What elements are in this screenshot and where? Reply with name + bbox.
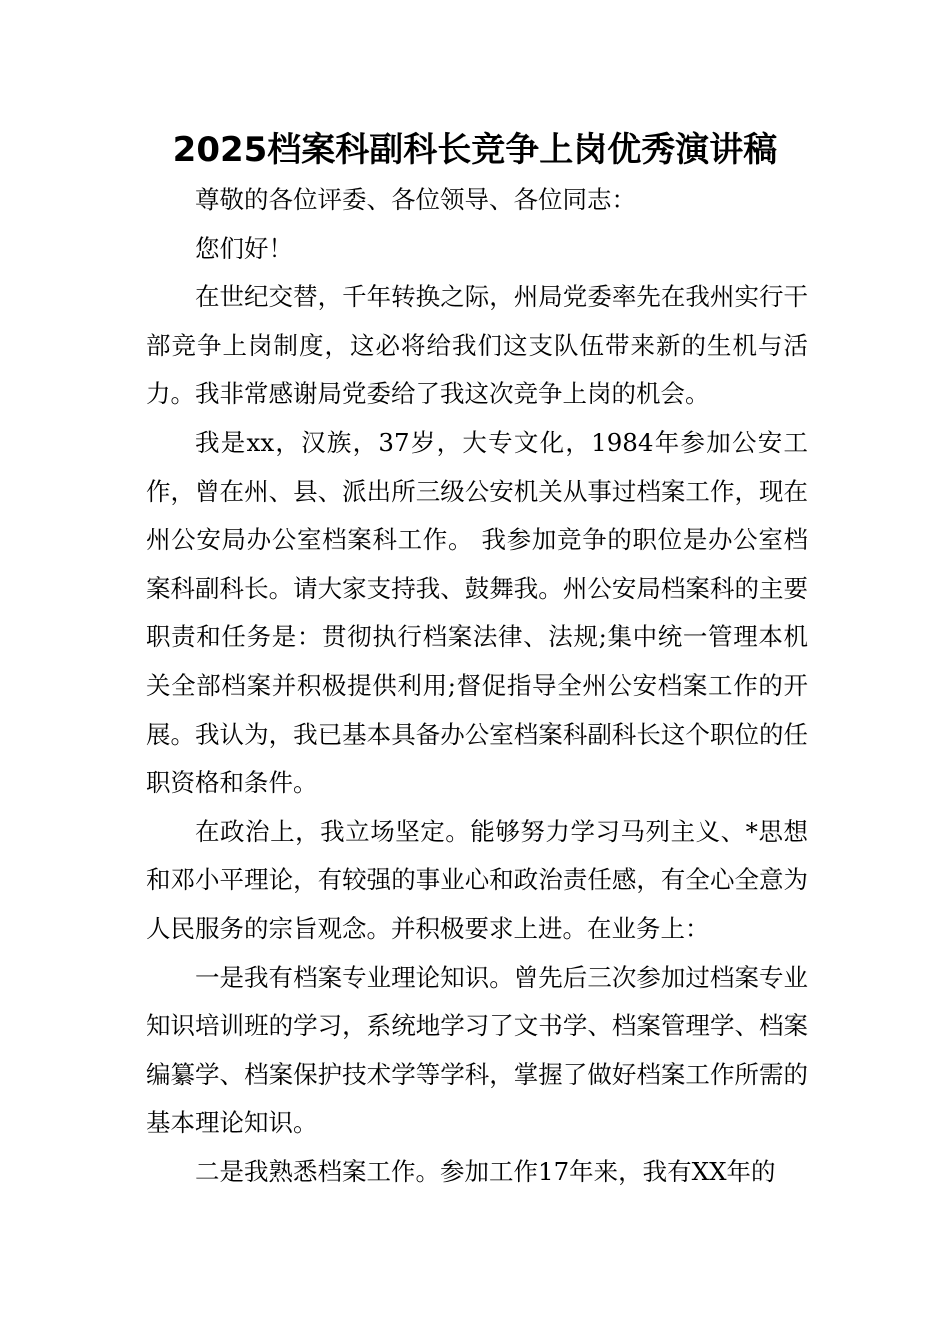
- greeting-paragraph: 您们好！: [195, 233, 293, 263]
- body-paragraph: 我是xx，汉族，37岁，大专文化，1984年参加公安工作，曾在州、县、派出所三级公安机关从事过档案工作，现在州公安局办公室档案科工作。 我参加竞争的职位是办公室档案科副科长。请大家支持我、鼓舞我。州公安局档案科的主要职责和任务是：贯彻执行档案法律、法规;集中统一管理本机关全部档案并积极提供利用;督促指导全州公安档案工作的开展。我认为，我已基本具备办公室档案科副科长这个职位的任职资格和条件。: [146, 427, 808, 798]
- body-paragraph: 在政治上，我立场坚定。能够努力学习马列主义、*思想和邓小平理论，有较强的事业心和政治责任感，有全心全意为人民服务的宗旨观念。并积极要求上进。在业务上：: [146, 816, 808, 943]
- body-paragraph: 在世纪交替，千年转换之际，州局党委率先在我州实行干部竞争上岗制度，这必将给我们这支队伍带来新的生机与活力。我非常感谢局党委给了我这次竞争上岗的机会。: [146, 282, 808, 409]
- document-body: [146, 176, 808, 1196]
- document-title: 2025档案科副科长竞争上岗优秀演讲稿: [172, 130, 778, 170]
- body-paragraph: 一是我有档案专业理论知识。曾先后三次参加过档案专业知识培训班的学习，系统地学习了文书学、档案管理学、档案编纂学、档案保护技术学等学科，掌握了做好档案工作所需的基本理论知识。: [146, 962, 808, 1138]
- salutation-paragraph: 尊敬的各位评委、各位领导、各位同志：: [195, 185, 636, 214]
- body-paragraph: 二是我熟悉档案工作。参加工作17年来，我有XX年的: [195, 1156, 776, 1186]
